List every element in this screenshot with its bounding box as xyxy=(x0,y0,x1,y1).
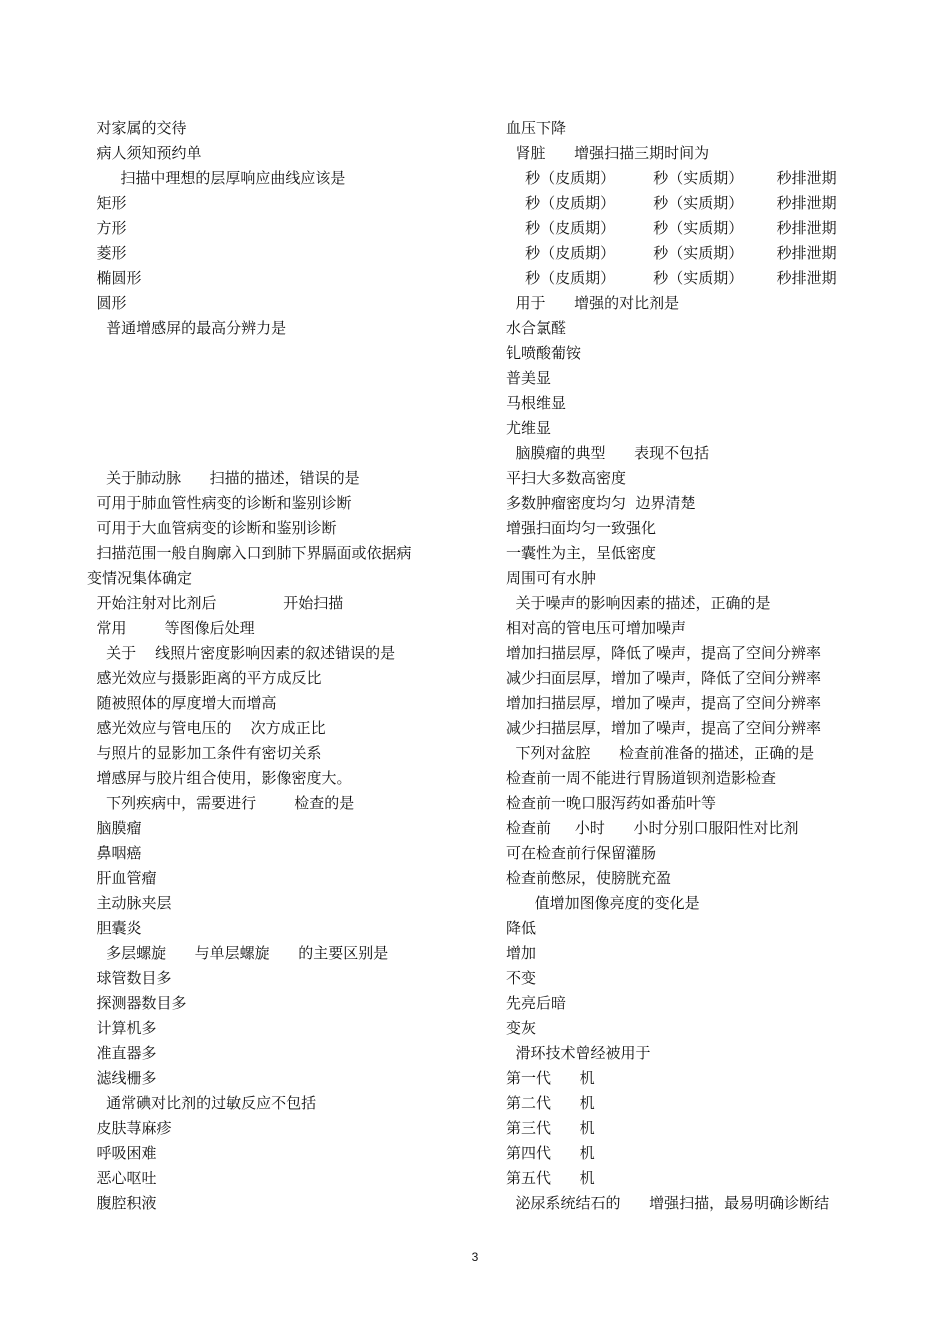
option-line: 可用于肺血管性病变的诊断和鉴别诊断 xyxy=(87,494,352,512)
option-line: 可用于大血管病变的诊断和鉴别诊断 xyxy=(87,519,337,537)
option-line: 与照片的显影加工条件有密切关系 xyxy=(87,744,322,762)
option-line: 减少扫描层厚，增加了噪声，提高了空间分辨率 xyxy=(506,719,822,737)
option-line: 变情况集体确定 xyxy=(87,569,193,587)
question-line: 肾脏 增强扫描三期时间为 xyxy=(506,144,710,162)
blank-space xyxy=(87,341,472,466)
option-line: 第二代 机 xyxy=(506,1094,595,1112)
question-line: 关于肺动脉 扫描的描述，错误的是 xyxy=(87,469,360,487)
question-line: 普通增感屏的最高分辨力是 xyxy=(87,319,287,337)
right-column xyxy=(506,116,906,1216)
option-line: 肝血管瘤 xyxy=(87,869,157,887)
option-line: 主动脉夹层 xyxy=(87,894,172,912)
option-line: 准直器多 xyxy=(87,1044,157,1062)
option-line: 圆形 xyxy=(87,294,127,312)
option-line: 恶心呕吐 xyxy=(87,1169,157,1187)
option-line: 开始注射对比剂后 开始扫描 xyxy=(87,594,344,612)
question-line: 滑环技术曾经被用于 xyxy=(506,1044,651,1062)
option-line: 胆囊炎 xyxy=(87,919,142,937)
option-line: 秒（皮质期） 秒（实质期） 秒排泄期 xyxy=(506,244,837,262)
option-line: 秒（皮质期） 秒（实质期） 秒排泄期 xyxy=(506,219,837,237)
option-line: 秒（皮质期） 秒（实质期） 秒排泄期 xyxy=(506,169,837,187)
option-line: 变灰 xyxy=(506,1019,537,1037)
option-line: 鼻咽癌 xyxy=(87,844,142,862)
option-line: 腹腔积液 xyxy=(87,1194,157,1212)
question-line: 值增加图像亮度的变化是 xyxy=(506,894,700,912)
option-line: 相对高的管电压可增加噪声 xyxy=(506,619,687,637)
text-line: 对家属的交待 xyxy=(87,119,187,137)
option-line: 秒（皮质期） 秒（实质期） 秒排泄期 xyxy=(506,194,837,212)
option-line: 平扫大多数高密度 xyxy=(506,469,627,487)
option-line: 增强扫面均匀一致强化 xyxy=(506,519,657,537)
option-line: 周围可有水肿 xyxy=(506,569,597,587)
option-line: 增加 xyxy=(506,944,537,962)
option-line: 降低 xyxy=(506,919,537,937)
option-line: 矩形 xyxy=(87,194,127,212)
option-line: 先亮后暗 xyxy=(506,994,567,1012)
option-line: 尤维显 xyxy=(506,419,552,437)
option-line: 一囊性为主，呈低密度 xyxy=(506,544,657,562)
option-line: 增加扫描层厚，增加了噪声，提高了空间分辨率 xyxy=(506,694,822,712)
option-line: 探测器数目多 xyxy=(87,994,187,1012)
option-line: 感光效应与摄影距离的平方成反比 xyxy=(87,669,322,687)
option-line: 可在检查前行保留灌肠 xyxy=(506,844,657,862)
option-line: 普美显 xyxy=(506,369,552,387)
option-line: 不变 xyxy=(506,969,537,987)
question-line: 关于噪声的影响因素的描述，正确的是 xyxy=(506,594,771,612)
option-line: 血压下降 xyxy=(506,119,567,137)
option-line: 水合氯醛 xyxy=(506,319,567,337)
question-line: 下列疾病中，需要进行 检查的是 xyxy=(87,794,355,812)
question-line: 下列对盆腔 检查前准备的描述，正确的是 xyxy=(506,744,815,762)
text-line: 病人须知预约单 xyxy=(87,144,202,162)
option-line: 增感屏与胶片组合使用，影像密度大。 xyxy=(87,769,352,787)
option-line: 检查前一周不能进行胃肠道钡剂造影检查 xyxy=(506,769,777,787)
question-line: 泌尿系统结石的 增强扫描，最易明确诊断结 xyxy=(506,1194,830,1212)
option-line: 球管数目多 xyxy=(87,969,172,987)
option-line: 多数肿瘤密度均匀 边界清楚 xyxy=(506,494,696,512)
option-line: 扫描范围一般自胸廓入口到肺下界膈面或依据病 xyxy=(87,544,412,562)
question-line: 通常碘对比剂的过敏反应不包括 xyxy=(87,1094,317,1112)
option-line: 感光效应与管电压的 次方成正比 xyxy=(87,719,326,737)
option-line: 检查前一晚口服泻药如番茄叶等 xyxy=(506,794,717,812)
option-line: 第五代 机 xyxy=(506,1169,595,1187)
question-line: 脑膜瘤的典型 表现不包括 xyxy=(506,444,710,462)
option-line: 检查前憋尿，使膀胱充盈 xyxy=(506,869,672,887)
left-column xyxy=(87,116,472,1216)
option-line: 随被照体的厚度增大而增高 xyxy=(87,694,277,712)
option-line: 钆喷酸葡铵 xyxy=(506,344,582,362)
option-line: 马根维显 xyxy=(506,394,567,412)
page-number: 3 xyxy=(471,1250,479,1264)
option-line: 椭圆形 xyxy=(87,269,142,287)
option-line: 皮肤荨麻疹 xyxy=(87,1119,172,1137)
option-line: 第一代 机 xyxy=(506,1069,595,1087)
option-line: 菱形 xyxy=(87,244,127,262)
option-line: 检查前 小时 小时分别口服阳性对比剂 xyxy=(506,819,799,837)
option-line: 增加扫描层厚，降低了噪声，提高了空间分辨率 xyxy=(506,644,822,662)
option-line: 减少扫面层厚，增加了噪声，降低了空间分辨率 xyxy=(506,669,822,687)
option-line: 第三代 机 xyxy=(506,1119,595,1137)
question-line: 关于 线照片密度影响因素的叙述错误的是 xyxy=(87,644,396,662)
option-line: 滤线栅多 xyxy=(87,1069,157,1087)
question-line: 多层螺旋 与单层螺旋 的主要区别是 xyxy=(87,944,389,962)
option-line: 计算机多 xyxy=(87,1019,157,1037)
question-line: 扫描中理想的层厚响应曲线应该是 xyxy=(87,169,346,187)
question-line: 用于 增强的对比剂是 xyxy=(506,294,680,312)
option-line: 脑膜瘤 xyxy=(87,819,142,837)
option-line: 常用 等图像后处理 xyxy=(87,619,255,637)
option-line: 方形 xyxy=(87,219,127,237)
option-line: 第四代 机 xyxy=(506,1144,595,1162)
option-line: 秒（皮质期） 秒（实质期） 秒排泄期 xyxy=(506,269,837,287)
option-line: 呼吸困难 xyxy=(87,1144,157,1162)
